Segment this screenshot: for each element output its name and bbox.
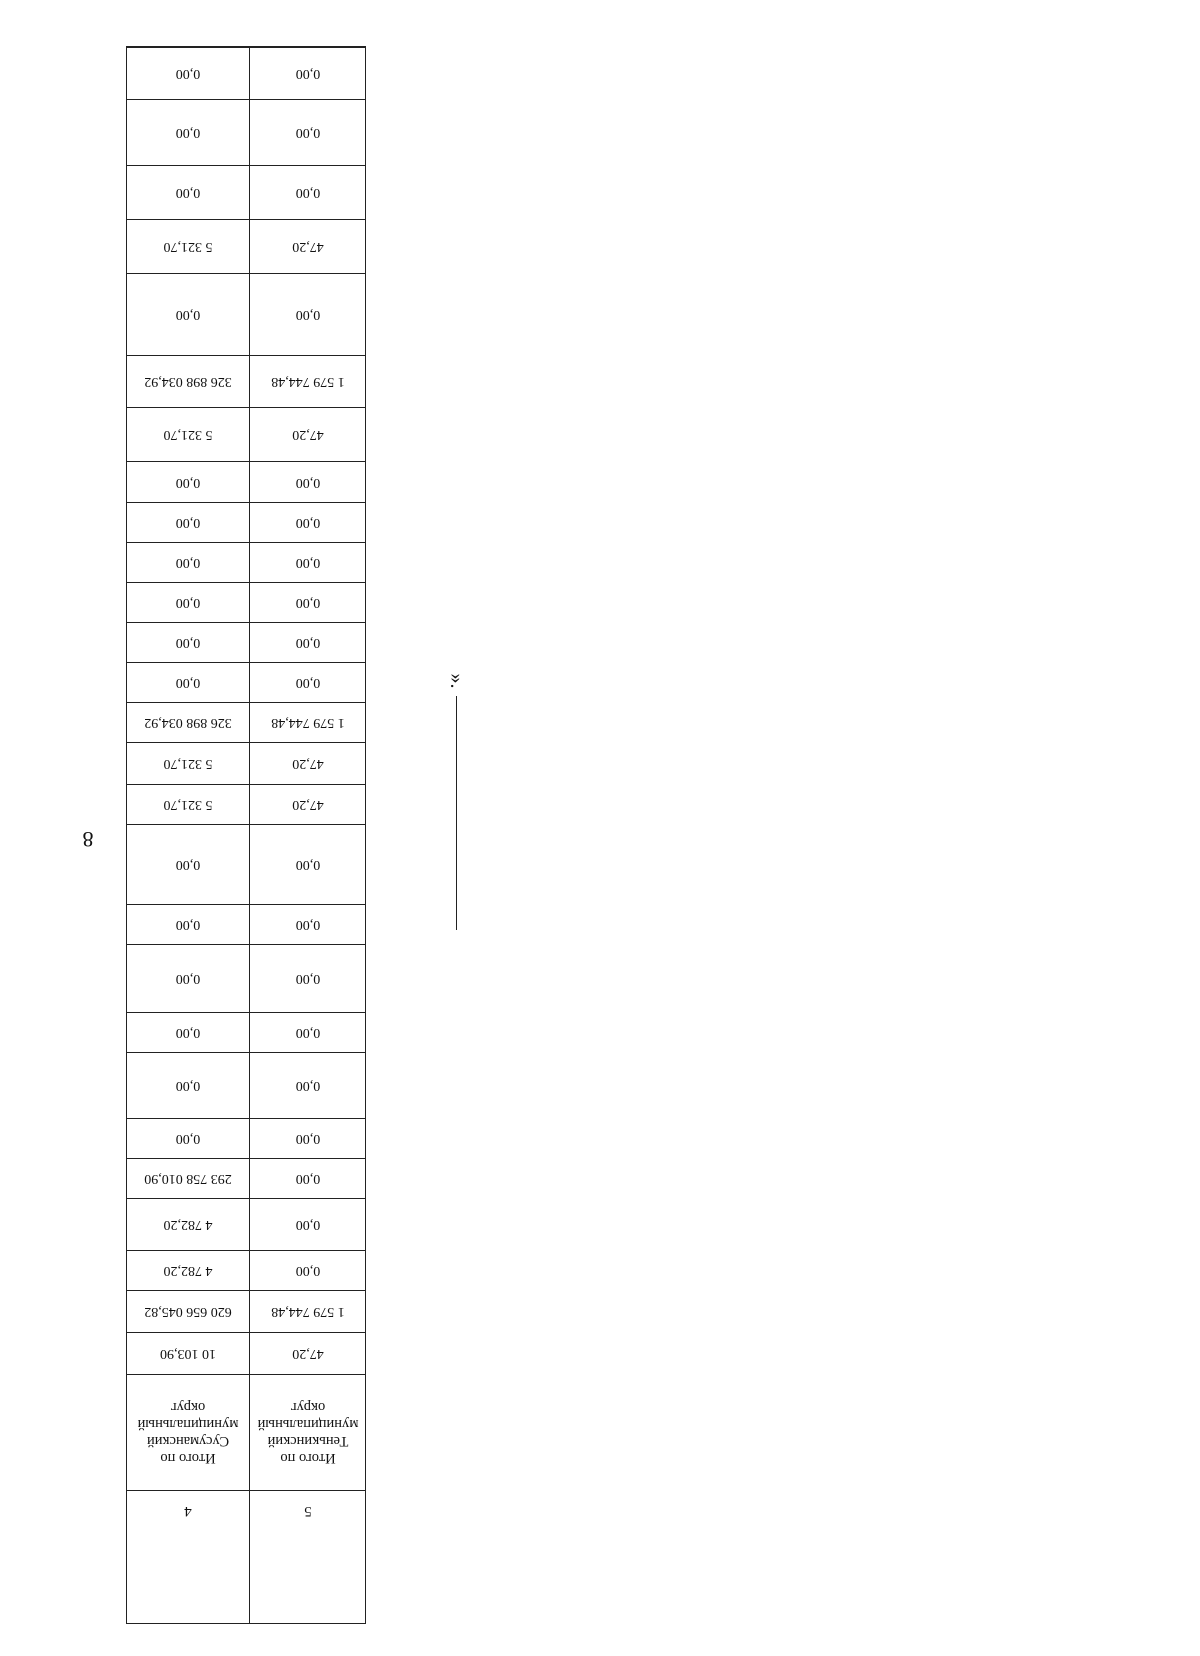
value-cell: 0,00: [295, 66, 321, 82]
value-cell: 0,00: [295, 125, 321, 141]
value-cell: 0,00: [295, 675, 321, 691]
value-cell: 5 321,70: [163, 797, 213, 813]
table-row: [127, 219, 365, 273]
table-row: [127, 99, 365, 165]
table-row: [127, 461, 365, 502]
value-cell: 0,00: [295, 475, 321, 490]
value-cell: 0,00: [175, 515, 201, 531]
value-cell: 47,20: [292, 427, 324, 443]
value-cell: 47,20: [292, 1346, 324, 1362]
table-row: [127, 1290, 365, 1332]
table-body: [127, 47, 365, 1623]
table-row: [127, 502, 365, 542]
value-cell: 0,00: [295, 917, 321, 933]
value-cell: 0,00: [295, 1171, 321, 1187]
table-row: [127, 1250, 365, 1290]
table-row: [127, 1490, 365, 1530]
table-row: [127, 1012, 365, 1052]
row-number-cell: 4: [184, 1503, 192, 1519]
value-cell: 1 579 744,48: [271, 374, 345, 390]
row-label-cell: Итого по Тенькинский муниципальный округ: [257, 1399, 359, 1467]
value-cell: 0,00: [295, 1131, 321, 1147]
value-cell: 0,00: [175, 475, 201, 490]
table-row: [127, 1374, 365, 1490]
row-number-cell: 5: [304, 1503, 312, 1519]
value-cell: 4 782,20: [163, 1263, 213, 1279]
value-cell: 0,00: [175, 1025, 201, 1041]
value-cell: 0,00: [175, 595, 201, 611]
value-cell: 0,00: [295, 1078, 321, 1094]
table-row: [127, 784, 365, 824]
value-cell: 620 656 045,82: [144, 1304, 232, 1320]
table-row: [127, 1332, 365, 1374]
value-cell: 5 321,70: [163, 756, 213, 772]
value-cell: 326 898 034,92: [144, 374, 232, 390]
value-cell: 47,20: [292, 756, 324, 772]
table-row: [127, 1198, 365, 1250]
table-row: [127, 582, 365, 622]
value-cell: 5 321,70: [163, 239, 213, 255]
table-row: [127, 165, 365, 219]
value-cell: 0,00: [175, 917, 201, 933]
value-cell: 0,00: [295, 857, 321, 873]
value-cell: 0,00: [175, 125, 201, 141]
table-row: [127, 1158, 365, 1198]
value-cell: 0,00: [175, 635, 201, 651]
table-row: [127, 622, 365, 662]
table-row: [127, 944, 365, 1012]
value-cell: 0,00: [175, 857, 201, 873]
closing-quote: ».: [446, 673, 469, 689]
value-cell: 0,00: [295, 1217, 321, 1233]
value-cell: 0,00: [295, 1025, 321, 1041]
table-row: [127, 1118, 365, 1158]
table-row: [127, 407, 365, 461]
table-row: [127, 702, 365, 742]
value-cell: 5 321,70: [163, 427, 213, 443]
value-cell: 10 103,90: [160, 1346, 216, 1362]
value-cell: 0,00: [175, 675, 201, 691]
value-cell: 326 898 034,92: [144, 715, 232, 731]
value-cell: 0,00: [295, 515, 321, 531]
value-cell: 0,00: [175, 971, 201, 987]
row-label-cell: Итого по Сусуманский муниципальный округ: [137, 1399, 239, 1467]
value-cell: 0,00: [175, 66, 201, 82]
value-cell: 0,00: [175, 555, 201, 571]
value-cell: 0,00: [295, 1263, 321, 1279]
value-cell: 0,00: [295, 595, 321, 611]
table-row: [127, 904, 365, 944]
page-number: 8: [82, 827, 94, 852]
table-row: [127, 542, 365, 582]
value-cell: 293 758 010,90: [144, 1171, 232, 1187]
value-cell: 0,00: [175, 185, 201, 201]
table-row: [127, 1052, 365, 1118]
value-cell: 0,00: [175, 1078, 201, 1094]
value-cell: 1 579 744,48: [271, 1304, 345, 1320]
value-cell: 47,20: [292, 239, 324, 255]
value-cell: 0,00: [175, 1131, 201, 1147]
table-row: [127, 742, 365, 784]
value-cell: 0,00: [295, 185, 321, 201]
table-row: [127, 824, 365, 904]
value-cell: 0,00: [175, 307, 201, 323]
value-cell: 0,00: [295, 635, 321, 651]
value-cell: 47,20: [292, 797, 324, 813]
value-cell: 0,00: [295, 555, 321, 571]
table-row: [127, 662, 365, 702]
table-row: [127, 47, 365, 99]
closing-mark: [444, 668, 474, 930]
table-row: [127, 273, 365, 355]
value-cell: 4 782,20: [163, 1217, 213, 1233]
data-table: [126, 46, 366, 1624]
value-cell: 0,00: [295, 307, 321, 323]
table-row: [127, 355, 365, 407]
value-cell: 0,00: [295, 971, 321, 987]
closing-line: [456, 696, 457, 930]
value-cell: 1 579 744,48: [271, 715, 345, 731]
